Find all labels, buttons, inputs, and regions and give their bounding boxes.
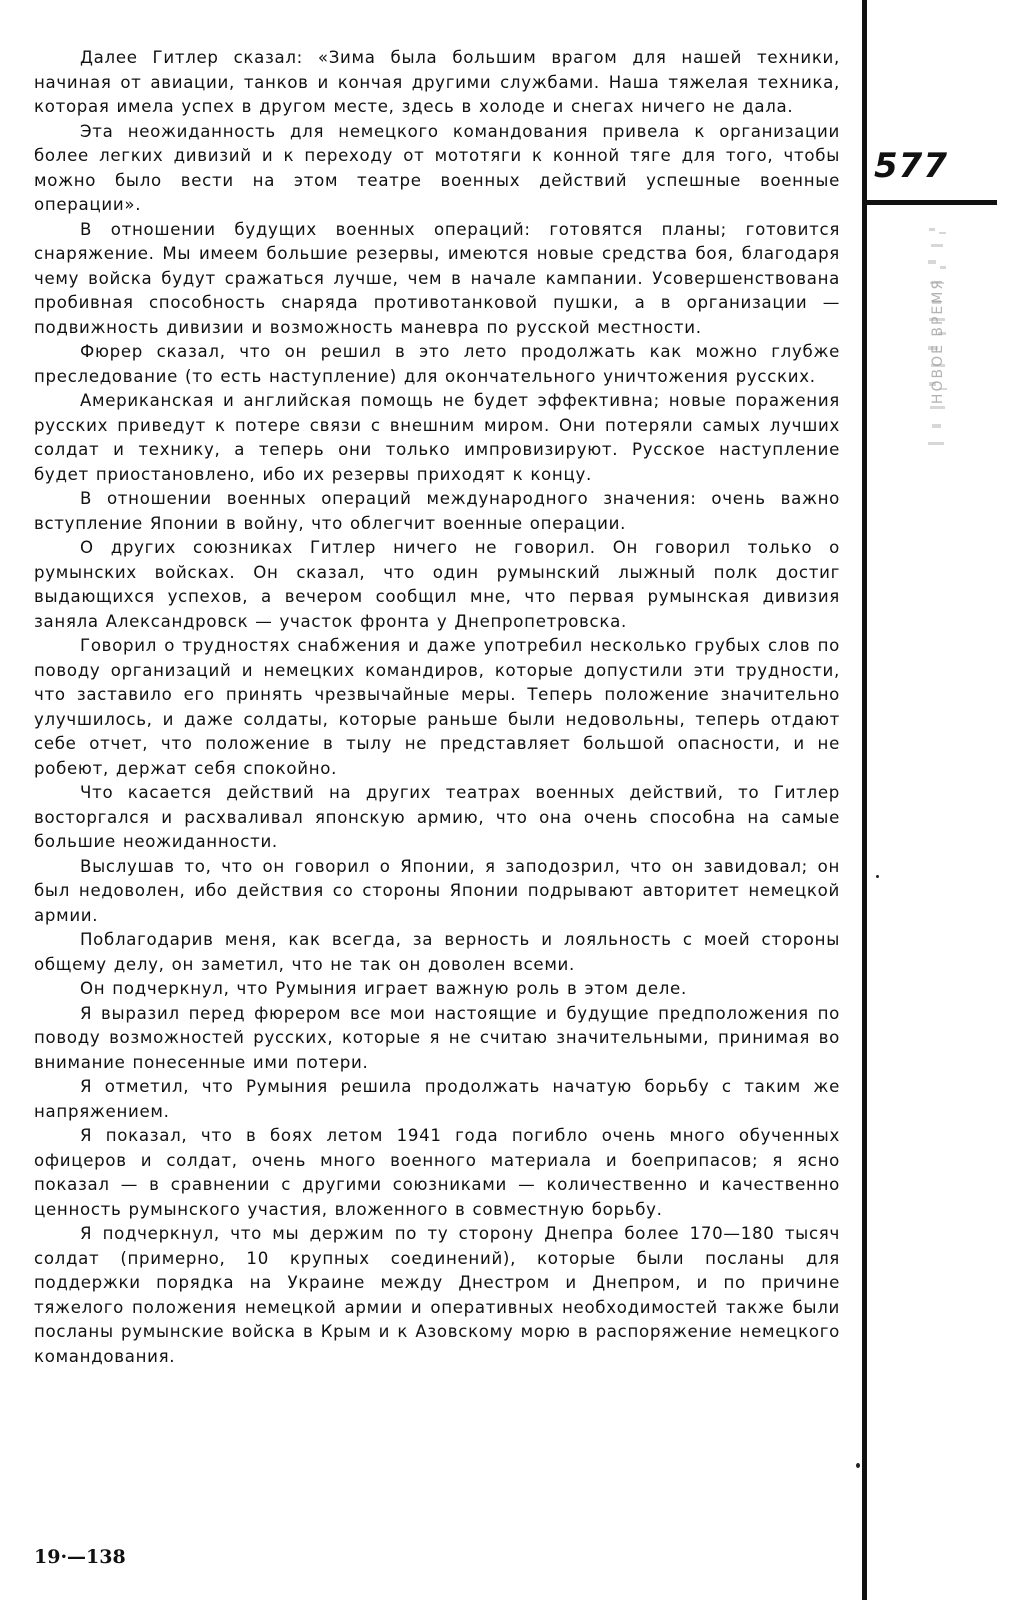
paragraph-4: Фюрер сказал, что он решил в это лето продолжать как можно глубже преследование (то есть наступление) для окончательного уничтожения русских. xyxy=(34,342,840,386)
page-number-rule xyxy=(867,200,997,205)
paragraph-14: Я отметил, что Румыния решила продолжать начатую борьбу с таким же напряжением. xyxy=(34,1077,840,1121)
margin-rule xyxy=(862,0,867,1600)
paragraph-12: Он подчеркнул, что Румыния играет важную роль в этом деле. xyxy=(80,979,687,998)
paragraph-9: Что касается действий на других театрах военных действий, то Гитлер восторгался и расхваливал японскую армию, что она очень способна на самые большие неожиданности. xyxy=(34,783,840,851)
text-column xyxy=(34,46,840,1369)
vertical-watermark xyxy=(926,222,950,460)
paragraph-11: Поблагодарив меня, как всегда, за верность и лояльность с моей стороны общему делу, он заметил, что не так он доволен всеми. xyxy=(34,930,840,974)
watermark-text: НОВОЕ ВРЕМЯ xyxy=(930,277,946,405)
paragraph-2: Эта неожиданность для немецкого командования привела к организации более легких дивизий и к переходу от мототяги к конной тяге для того, чтобы можно было вести на этом театре военных действий успешные военные операции». xyxy=(34,121,840,214)
paragraph-5: Американская и английская помощь не будет эффективна; новые поражения русских приведут к потере связи с внешним миром. Они потеряли самых лучших солдат и технику, а теперь они только импровизируют. Русское наступление будет приостановлено, ибо их резервы приходят к концу. xyxy=(34,391,840,484)
margin-dot-mark xyxy=(876,875,879,878)
paragraph-7: О других союзниках Гитлер ничего не говорил. Он говорил только о румынских войсках. Он сказал, что один румынский лыжный полк достиг выдающихся успехов, а вечером сообщил мне, что первая румынская дивизия заняла Александровск — участок фронта у Днепропетровска. xyxy=(34,538,840,631)
paragraph-10: Выслушав то, что он говорил о Японии, я заподозрил, что он завидовал; он был недоволен, ибо действия со стороны Японии подрывают авторитет немецкой армии. xyxy=(34,856,840,925)
page-number: 577 xyxy=(874,146,948,186)
margin-dot-mark xyxy=(856,1463,860,1468)
signature-mark: 19·—138 xyxy=(34,1546,126,1568)
paragraph-15: Я показал, что в боях летом 1941 года погибло очень много обученных офицеров и солдат, очень много военного материала и боеприпасов; я ясно показал — в сравнении с другими союзниками — количественно и качественно ценность румынского участия, вложенного в совместную борьбу. xyxy=(34,1126,840,1219)
paragraph-8: Говорил о трудностях снабжения и даже употребил несколько грубых слов по поводу организаций и немецких командиров, которые допустили эти трудности, что заставило его принять чрезвычайные меры. Теперь положение значительно улучшилось, и даже солдаты, которые раньше были недовольны, теперь отдают себе отчет, что положение в тылу не представляет большой опасности, и не робеют, держат себя спокойно. xyxy=(34,636,840,778)
paragraph-6: В отношении военных операций международного значения: очень важно вступление Японии в войну, что облегчит военные операции. xyxy=(34,489,840,533)
paragraph-16: Я подчеркнул, что мы держим по ту сторону Днепра более 170—180 тысяч солдат (примерно, 10 крупных соединений), которые были посланы для поддержки порядка на Украине между Днестром и Днепром, и по причине тяжелого положения немецкой армии и оперативных необходимостей также были посланы румынские войска в Крым и к Азовскому морю в распоряжение немецкого командования. xyxy=(34,1224,840,1366)
paragraph-1: Далее Гитлер сказал: «Зима была большим врагом для нашей техники, начиная от авиации, танков и кончая другими службами. Наша тяжелая техника, которая имела успех в другом месте, здесь в холоде и снегах ничего не дала. xyxy=(34,48,840,116)
paragraph-13: Я выразил перед фюрером все мои настоящие и будущие предположения по поводу возможностей русских, которые я не считаю значительными, принимая во внимание понесенные ими потери. xyxy=(34,1003,840,1072)
paragraph-3: В отношении будущих военных операций: готовятся планы; готовится снаряжение. Мы имеем большие резервы, имеются новые средства боя, благодаря чему войска будут сражаться лучше, чем в начале кампании. Усовершенствована пробивная способность снаряда противотанковой пушки, а в организации — подвижность дивизии и возможность маневра по русской местности. xyxy=(34,219,840,337)
